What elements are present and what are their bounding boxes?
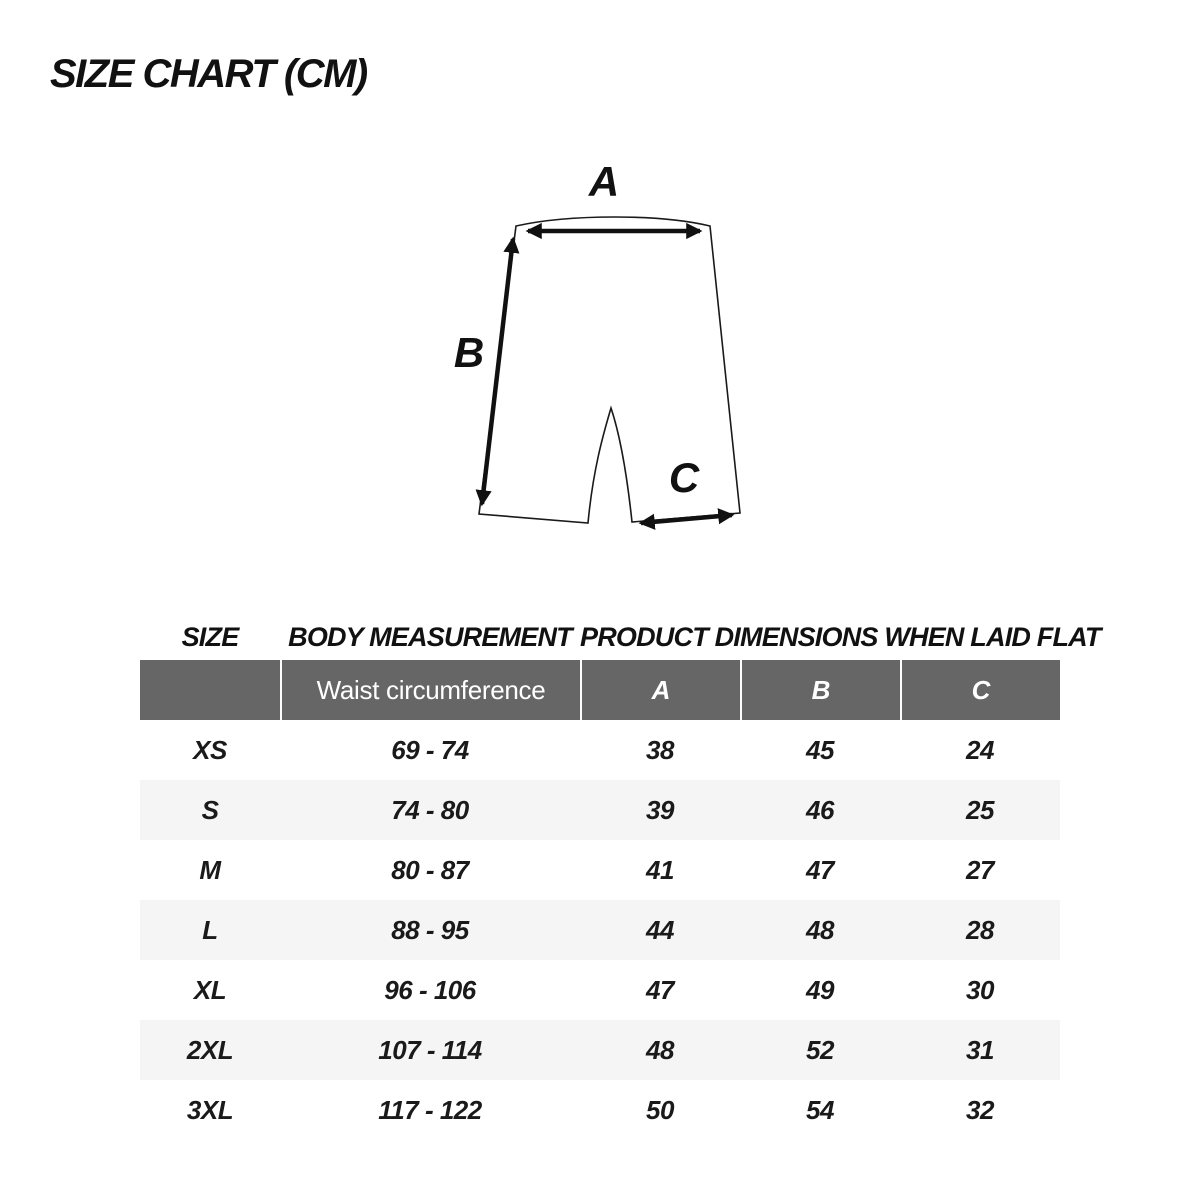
subheader-c-cell: C [900, 660, 1060, 720]
shorts-measurement-diagram [420, 140, 820, 560]
table-row [140, 720, 1060, 780]
table-row [140, 900, 1060, 960]
table-row [140, 840, 1060, 900]
table-row [140, 1080, 1060, 1140]
subheader-size-cell [140, 660, 280, 720]
diagram-label-b: B [453, 329, 485, 376]
column-group-body-measurement: BODY MEASUREMENT [288, 622, 572, 652]
subheader-waist-cell: Waist circumference [280, 660, 580, 720]
dim-c-cell: 32 [966, 1094, 994, 1125]
size-cell: 3XL [186, 1094, 234, 1125]
dim-b-cell: 46 [806, 794, 834, 825]
column-group-product-dimensions: PRODUCT DIMENSIONS WHEN LAID FLAT [580, 622, 1101, 652]
page-title: SIZE CHART (CM) [50, 52, 367, 96]
dim-b-cell: 49 [806, 974, 834, 1005]
size-cell: S [201, 794, 219, 825]
dim-c-cell: 31 [966, 1034, 994, 1065]
dim-a-cell: 50 [646, 1094, 674, 1125]
dim-c-cell: 24 [966, 734, 994, 765]
waist-cell: 88 - 95 [391, 914, 469, 945]
waist-cell: 117 - 122 [378, 1094, 482, 1125]
size-cell: M [199, 854, 221, 885]
dim-a-cell: 47 [646, 974, 674, 1005]
column-group-headers [140, 615, 1101, 660]
shorts-diagram-svg [420, 140, 820, 560]
table-subheader-row [140, 660, 1060, 720]
diagram-label-a: A [588, 158, 620, 205]
size-cell: XS [193, 734, 227, 765]
waist-cell: 69 - 74 [391, 734, 469, 765]
dim-a-cell: 44 [646, 914, 674, 945]
size-cell: 2XL [186, 1034, 234, 1065]
dim-b-cell: 47 [806, 854, 834, 885]
subheader-a-cell: A [580, 660, 740, 720]
waist-cell: 80 - 87 [391, 854, 469, 885]
dim-c-cell: 27 [966, 854, 994, 885]
table-row [140, 960, 1060, 1020]
dim-a-cell: 48 [646, 1034, 674, 1065]
subheader-b-cell: B [740, 660, 900, 720]
size-cell: L [202, 914, 218, 945]
table-row [140, 1020, 1060, 1080]
dim-a-cell: 41 [646, 854, 674, 885]
column-group-size: SIZE [181, 622, 239, 652]
dim-b-cell: 48 [806, 914, 834, 945]
waist-cell: 96 - 106 [384, 974, 476, 1005]
dim-c-cell: 28 [966, 914, 994, 945]
dim-c-cell: 25 [966, 794, 994, 825]
dim-c-cell: 30 [966, 974, 994, 1005]
size-cell: XL [193, 974, 227, 1005]
dim-b-cell: 52 [806, 1034, 834, 1065]
size-table [140, 615, 1101, 1140]
dim-a-cell: 39 [646, 794, 674, 825]
waist-cell: 107 - 114 [378, 1034, 482, 1065]
shorts-outline [479, 217, 740, 523]
dim-b-cell: 54 [806, 1094, 834, 1125]
table-row [140, 780, 1060, 840]
waist-cell: 74 - 80 [391, 794, 469, 825]
dim-a-cell: 38 [646, 734, 674, 765]
diagram-label-c: C [668, 454, 700, 501]
dim-b-cell: 45 [806, 734, 834, 765]
